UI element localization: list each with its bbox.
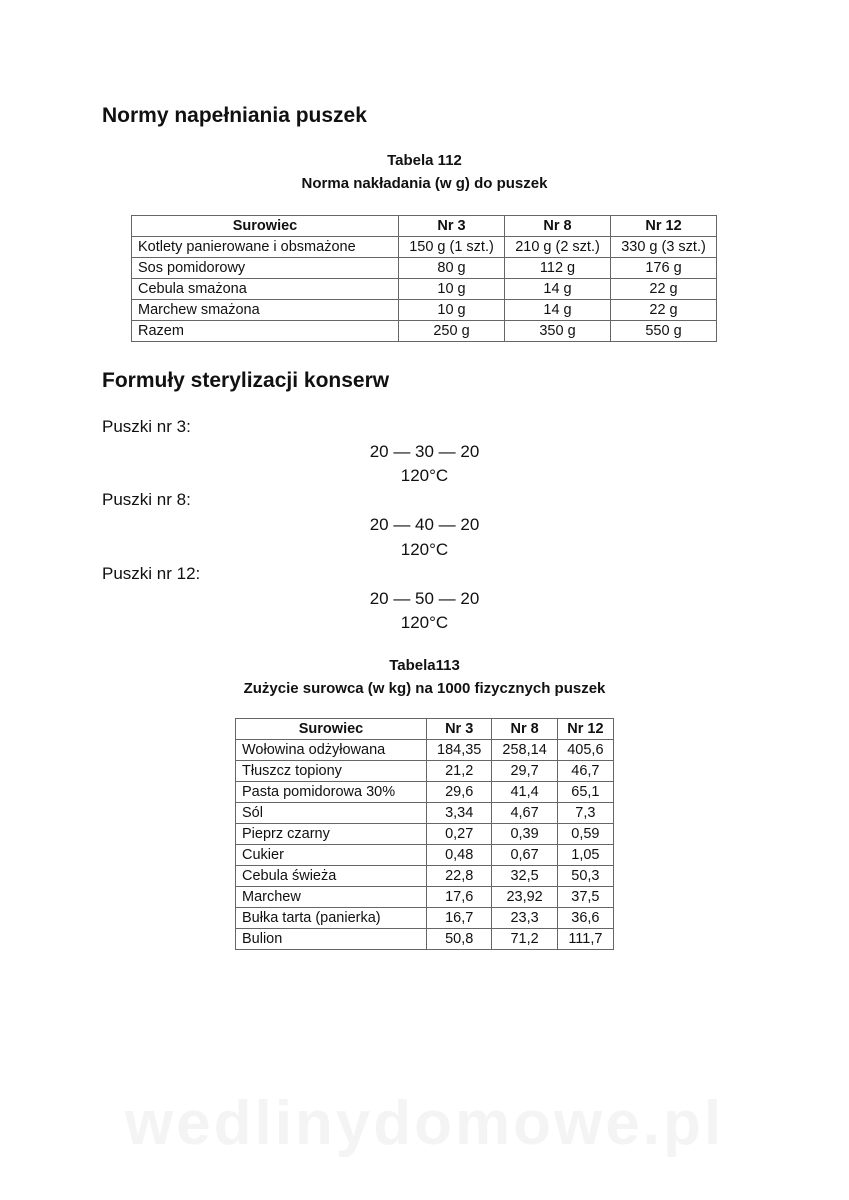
formula-label-nr3: Puszki nr 3: [102,417,191,436]
value-cell: 258,14 [492,740,557,761]
formula-temp-nr3: 120°C [400,466,449,485]
formula-temp-nr8: 120°C [400,540,449,559]
formula-nr12: 20 — 50 — 20 [369,589,480,608]
ingredient-cell: Wołowina odżyłowana [236,740,427,761]
formula-label-nr8: Puszki nr 8: [102,490,191,509]
value-cell: 29,6 [427,782,492,803]
value-cell: 1,05 [557,845,613,866]
ingredient-cell: Bułka tarta (panierka) [236,908,427,929]
value-cell: 22,8 [427,866,492,887]
table-row [236,866,614,887]
value-cell: 22 g [611,300,717,321]
value-cell: 112 g [505,258,611,279]
value-cell: 184,35 [427,740,492,761]
value-cell: 10 g [399,300,505,321]
column-header: Nr 8 [505,216,611,237]
value-cell: 210 g (2 szt.) [505,237,611,258]
table-row [236,824,614,845]
value-cell: 32,5 [492,866,557,887]
value-cell: 50,8 [427,929,492,950]
value-cell: 0,39 [492,824,557,845]
value-cell: 0,59 [557,824,613,845]
value-cell: 3,34 [427,803,492,824]
ingredient-cell: Pieprz czarny [236,824,427,845]
column-header: Nr 12 [557,719,613,740]
table-row [236,845,614,866]
value-cell: 550 g [611,321,717,342]
section-heading-sterilization: Formuły sterylizacji konserw [102,369,390,392]
table-row [236,803,614,824]
ingredient-cell: Marchew smażona [132,300,399,321]
ingredient-cell: Razem [132,321,399,342]
value-cell: 22 g [611,279,717,300]
ingredient-cell: Bulion [236,929,427,950]
ingredient-cell: Kotlety panierowane i obsmażone [132,237,399,258]
ingredient-cell: Cukier [236,845,427,866]
formula-nr3: 20 — 30 — 20 [369,442,480,461]
table-row [236,782,614,803]
table-row [236,740,614,761]
value-cell: 0,48 [427,845,492,866]
column-header: Nr 12 [611,216,717,237]
section-heading-fill-norms: Normy napełniania puszek [102,104,367,127]
table-header-row [132,216,717,237]
value-cell: 80 g [399,258,505,279]
value-cell: 65,1 [557,782,613,803]
value-cell: 14 g [505,300,611,321]
table-header-row [236,719,614,740]
value-cell: 14 g [505,279,611,300]
watermark: wedlinydomowe.pl [124,1089,725,1158]
value-cell: 17,6 [427,887,492,908]
value-cell: 7,3 [557,803,613,824]
value-cell: 16,7 [427,908,492,929]
column-header: Surowiec [236,719,427,740]
value-cell: 330 g (3 szt.) [611,237,717,258]
column-header: Nr 8 [492,719,557,740]
value-cell: 250 g [399,321,505,342]
table-112 [131,215,717,342]
value-cell: 71,2 [492,929,557,950]
table-row [132,321,717,342]
column-header: Nr 3 [427,719,492,740]
value-cell: 405,6 [557,740,613,761]
table-row [132,300,717,321]
value-cell: 36,6 [557,908,613,929]
value-cell: 111,7 [557,929,613,950]
ingredient-cell: Cebula świeża [236,866,427,887]
value-cell: 29,7 [492,761,557,782]
table-row [236,929,614,950]
ingredient-cell: Cebula smażona [132,279,399,300]
value-cell: 10 g [399,279,505,300]
ingredient-cell: Sól [236,803,427,824]
column-header: Surowiec [132,216,399,237]
value-cell: 150 g (1 szt.) [399,237,505,258]
table113-caption: Tabela113 [389,657,460,674]
table112-subtitle: Norma nakładania (w g) do puszek [301,175,548,192]
table-row [236,908,614,929]
table-row [132,279,717,300]
table-row [132,237,717,258]
value-cell: 21,2 [427,761,492,782]
value-cell: 23,3 [492,908,557,929]
value-cell: 0,67 [492,845,557,866]
ingredient-cell: Sos pomidorowy [132,258,399,279]
value-cell: 37,5 [557,887,613,908]
value-cell: 23,92 [492,887,557,908]
ingredient-cell: Marchew [236,887,427,908]
formula-temp-nr12: 120°C [400,613,449,632]
table-row [236,887,614,908]
value-cell: 41,4 [492,782,557,803]
formula-label-nr12: Puszki nr 12: [102,564,201,583]
value-cell: 350 g [505,321,611,342]
value-cell: 46,7 [557,761,613,782]
value-cell: 4,67 [492,803,557,824]
column-header: Nr 3 [399,216,505,237]
formula-nr8: 20 — 40 — 20 [369,515,480,534]
value-cell: 176 g [611,258,717,279]
table-row [132,258,717,279]
table-row [236,761,614,782]
ingredient-cell: Tłuszcz topiony [236,761,427,782]
value-cell: 50,3 [557,866,613,887]
ingredient-cell: Pasta pomidorowa 30% [236,782,427,803]
table113-subtitle: Zużycie surowca (w kg) na 1000 fizycznych puszek [243,680,606,697]
table112-caption: Tabela 112 [387,152,462,169]
table-113 [235,718,614,950]
value-cell: 0,27 [427,824,492,845]
